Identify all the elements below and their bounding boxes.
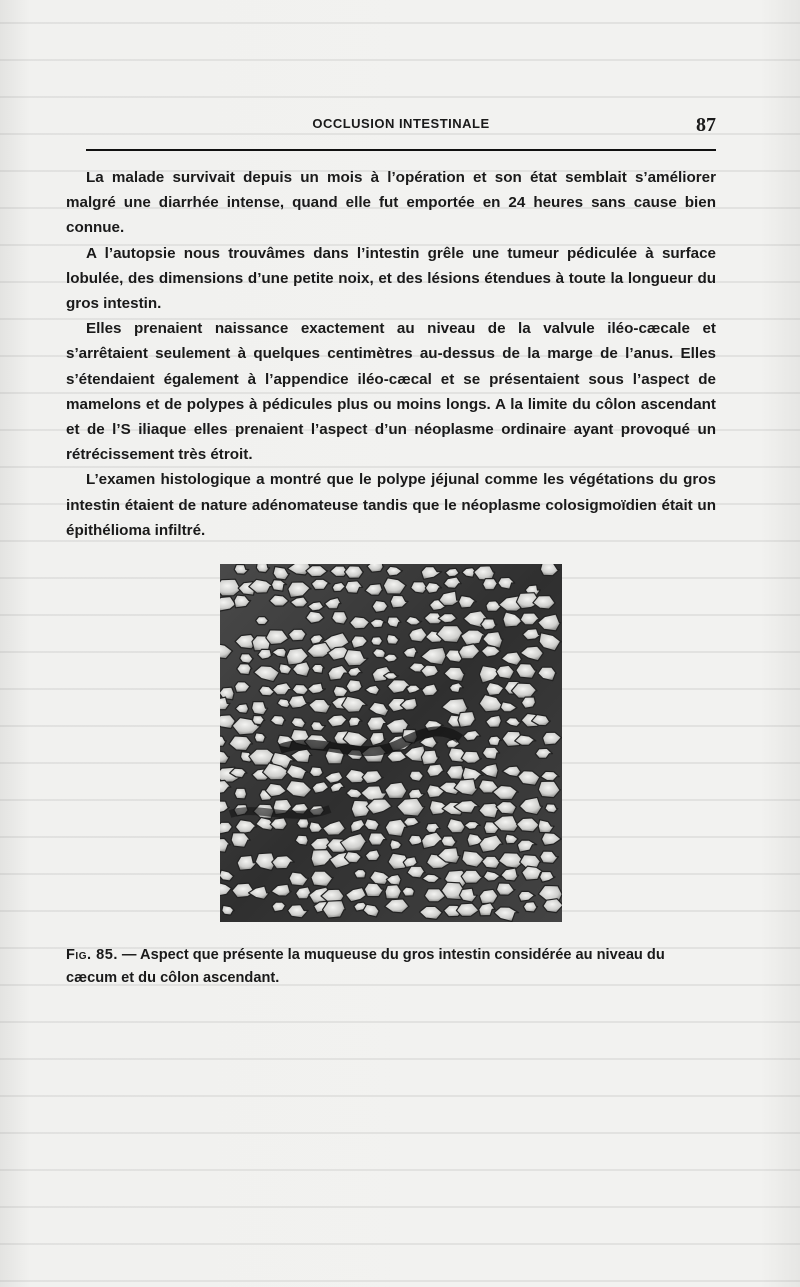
header-rule xyxy=(86,149,716,151)
running-title: OCCLUSION INTESTINALE xyxy=(312,116,490,131)
mucosa-lobule xyxy=(371,637,383,646)
mucosa-lobule xyxy=(310,767,324,777)
paragraph: A l’autopsie nous trouvâmes dans l’intestin grêle une tumeur pédiculée à surface lobulée, des dimensions d’une petite noix, et des lésions étendues à toute la longueur du gros intestin. xyxy=(66,244,716,313)
paragraph: L’examen histologique a montré que le polype jéjunal comme les végétations du gros intestin étaient de nature adénomateuse tandis que le néoplasme colosigmoïdien était un épithélioma infiltré. xyxy=(66,471,716,539)
body-text xyxy=(66,165,716,543)
figure-caption xyxy=(66,944,716,990)
mucosa-lobule xyxy=(234,788,246,799)
mucosa-lobule xyxy=(402,887,415,896)
mucosa-lobule xyxy=(297,819,309,829)
figure-caption-text: — Aspect que présente la muqueuse du gros intestin considérée au niveau du cæcum et du côlon ascendant. xyxy=(66,947,665,986)
mucosa-lobule xyxy=(345,566,364,579)
mucosa-lobule xyxy=(256,617,269,625)
page-header xyxy=(86,114,716,138)
mucosa-illustration-svg xyxy=(220,564,562,922)
paragraph: La malade survivait depuis un mois à l’opération et son état semblait s’améliorer malgré une diarrhée intense, quand elle fut emportée en 24 heures sans cause bien connue. xyxy=(66,169,716,237)
figure-label: Fig. 85. xyxy=(66,947,118,963)
mucosa-lobule xyxy=(521,697,535,708)
mucosa-illustration xyxy=(220,564,562,922)
mucosa-lobule xyxy=(385,885,402,899)
paragraph: Elles prenaient naissance exactement au niveau de la valvule iléo-cæcale et s’arrêtaient seulement à quelques centimètres au-dessus de la marge de l’anus. Elles s’étendaient également à l’appendice iléo-cæcal et se présentaient sous l’aspect de mamelons et de polypes à pédicules plus ou moins longs. A la limite du côlon ascendant et de l’S iliaque elles prenaient l’aspect d’un néoplasme ordinaire ayant provoqué un rétrécissement très étroit. xyxy=(66,320,716,464)
page-number: 87 xyxy=(696,114,716,136)
mucosa-lobule xyxy=(354,869,366,878)
